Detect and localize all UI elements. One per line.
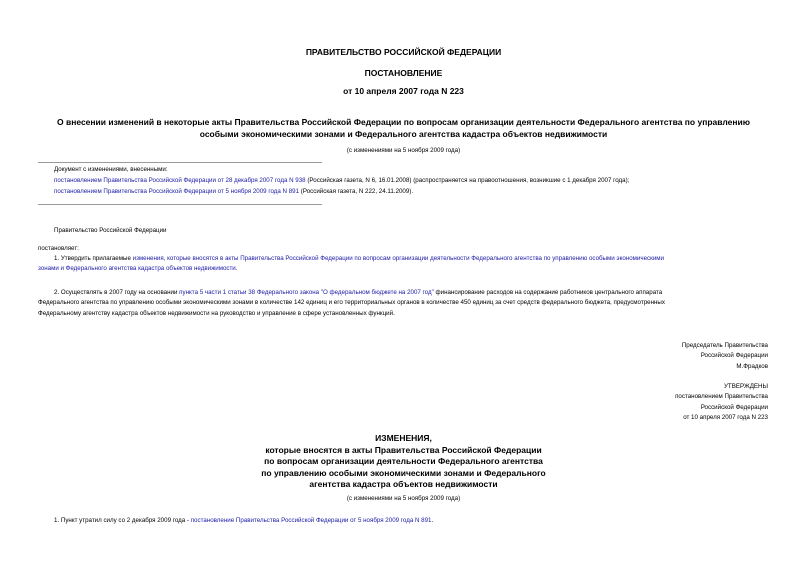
approval-line-2: постановлением Правительства: [675, 393, 768, 401]
paragraph-2-start: 2. Осуществлять в 2007 году на основании: [54, 289, 180, 296]
paragraph-2-rest: финансирование расходов на содержание работников центрального аппарата: [433, 289, 663, 296]
approval-heading: УТВЕРЖДЕНЫ: [724, 383, 768, 390]
paragraph-1: [38, 254, 773, 275]
signature-name: М.Фрадков: [736, 362, 768, 370]
amendment-item-1: [54, 176, 629, 186]
divider-bottom: [38, 204, 322, 205]
changes-title-line-3: по управлению особыми экономическими зонами и Федерального: [261, 467, 546, 478]
changes-title-line-2: по вопросам организации деятельности Федерального агентства: [264, 456, 543, 466]
approval-line-4: от 10 апреля 2007 года N 223: [683, 414, 768, 422]
paragraph-1-end: .: [235, 265, 238, 273]
amendment-link-938[interactable]: постановлением Правительства Российской Федерации от 28 декабря 2007 года N 938: [54, 177, 306, 184]
signature-title: Председатель Правительства: [681, 342, 768, 349]
paragraph-2: [38, 288, 773, 319]
amendment-link-891[interactable]: постановлением Правительства Российской Федерации от 5 ноября 2009 года N 891: [54, 188, 300, 195]
amendment-item-2-details: (Российская газета, N 222, 24.11.2009).: [299, 188, 414, 195]
document-type: ПОСТАНОВЛЕНИЕ: [364, 68, 443, 78]
document-title-line-2: особыми экономическими зонами и Федерального агентства кадастра объектов недвижимости: [199, 129, 608, 139]
changes-section: [0, 433, 807, 491]
approval-line-3: Российской Федерации: [700, 403, 768, 411]
budget-law-link[interactable]: пункта 5 части 1 статьи 38 Федерального закона "О федеральном бюджете на 2007 год": [179, 289, 434, 296]
changes-title-line-1: которые вносятся в акты Правительства Российской Федерации: [265, 444, 542, 455]
paragraph-2-line-2: Федерального агентства по управлению особыми экономическими зонами в количестве 142 единиц и его территориальных органов в количестве 450 единиц за счет средств федерального бюджета, предусмотренных: [38, 299, 665, 307]
signature-block: [682, 341, 768, 372]
document-date-number: от 10 апреля 2007 года N 223: [343, 86, 464, 96]
paragraph-1-start: 1. Утвердить прилагаемые: [54, 255, 133, 262]
document-title: [0, 116, 807, 140]
signature-country: Российской Федерации: [700, 352, 768, 360]
changes-item-1: [54, 516, 433, 526]
changes-title-line-4: агентства кадастра объектов недвижимости: [309, 479, 498, 489]
approval-block: [675, 382, 768, 424]
document-title-line-1: О внесении изменений в некоторые акты Правительства Российской Федерации по вопросам организации деятельности Федерального агентства по управлению: [57, 117, 750, 127]
changes-item-1-end: .: [431, 517, 434, 524]
changes-item-1-start: 1. Пункт утратил силу со 2 декабря 2009 года -: [54, 517, 191, 524]
changes-item-1-link[interactable]: постановление Правительства Российской Федерации от 5 ноября 2009 года N 891: [190, 517, 432, 524]
amendment-item-2: [54, 187, 413, 197]
government-label: Правительство Российской Федерации: [54, 227, 167, 234]
divider-top: [38, 162, 322, 163]
government-heading: ПРАВИТЕЛЬСТВО РОССИЙСКОЙ ФЕДЕРАЦИИ: [305, 47, 502, 57]
approved-changes-link[interactable]: изменения, которые вносятся в акты Правительства Российской Федерации по вопросам организации деятельности Федерального агентства по управлению особыми экономическими: [132, 255, 665, 262]
changes-revision-note: (с изменениями на 5 ноября 2009 года): [346, 495, 461, 502]
approved-changes-link-cont[interactable]: зонами и Федерального агентства кадастра объектов недвижимости: [38, 265, 236, 273]
amendments-intro: Документ с изменениями, внесенными:: [54, 166, 168, 173]
decrees-word: постановляет:: [38, 245, 79, 252]
amendment-item-1-details: (Российская газета, N 6, 16.01.2008) (распространяется на правоотношения, возникшие с 1 декабря 2007 года);: [305, 177, 630, 184]
changes-heading: ИЗМЕНЕНИЯ,: [375, 433, 432, 443]
paragraph-2-line-3: Федеральному агентству кадастра объектов недвижимости на руководство и управление в сфере установленных функций.: [38, 309, 395, 317]
revision-note: (с изменениями на 5 ноября 2009 года): [346, 147, 461, 154]
